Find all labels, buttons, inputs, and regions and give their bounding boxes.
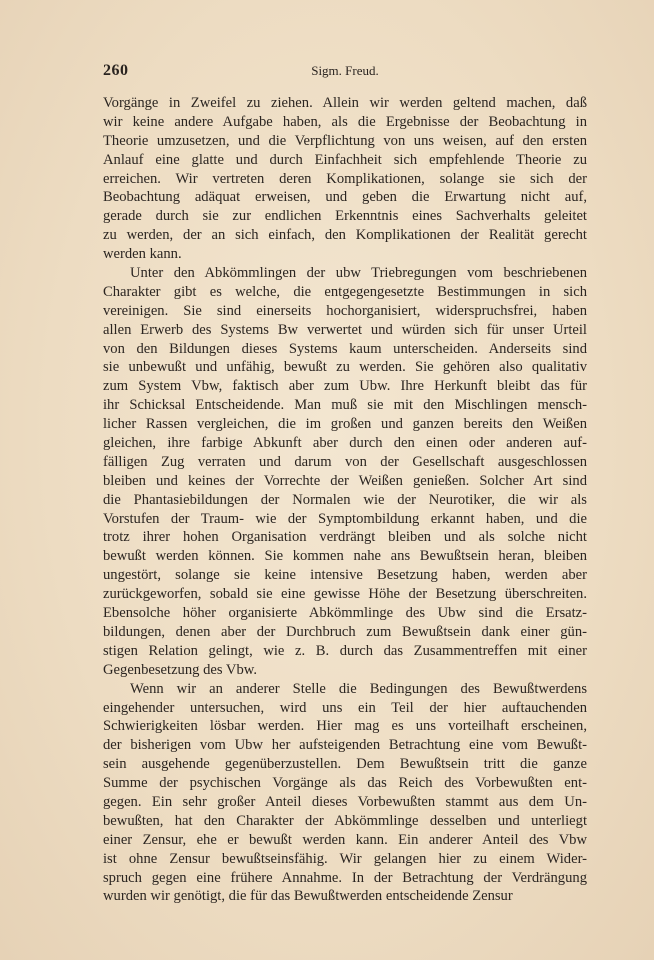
text-line: Theorie umzusetzen, und die Verpflichtung von uns weisen, auf den ersten [103,132,587,149]
text-line: Wenn wir an anderer Stelle die Bedingungen des Bewußtwerdens [130,680,587,697]
text-line: sein ausgehende gegenüberzustellen. Dem Bewußtsein tritt die ganze [103,756,587,773]
text-line: gerade durch sie zur endlichen Erkenntnis eines Sachverhalts geleitet [103,208,587,225]
text-line: bildungen, denen aber der Durchbruch zum Bewußtsein dank einer gün- [103,623,587,640]
text-line: ungestört, solange sie keine intensive Besetzung haben, werden aber [103,567,587,584]
text-line: zu werden, der an sich einfach, den Komplikationen der Realität gerecht [103,227,587,244]
page-number: 260 [103,62,129,79]
text-line: fälligen Zug verraten und darum von der Gesellschaft ausgeschlossen [103,453,587,470]
text-line: eingehender untersuchen, wird uns ein Teil der hier auftauchenden [103,699,587,716]
text-line: ist ohne Zensur bewußtseinsfähig. Wir gelangen hier zu einem Wider- [103,850,587,867]
text-line: Ebensolche höher organisierte Abkömmlinge des Ubw sind die Ersatz- [103,605,587,622]
text-line: Gegenbesetzung des Vbw. [103,661,258,678]
text-line: allen Erwerb des Systems Bw verwertet und würden sich für unser Urteil [103,321,587,338]
text-line: wir keine andere Aufgabe haben, als die Ergebnisse der Beobachtung in [103,113,587,130]
text-line: erreichen. Wir vertreten deren Komplikationen, solange sie sich der [103,170,587,187]
text-line: einer Zensur, ehe er bewußt werden kann. Ein anderer Anteil des Vbw [103,831,587,848]
text-line: bewußten, hat den Charakter der Abkömmlinge desselben und unterliegt [103,812,587,829]
text-line: Schwierigkeiten lösbar werden. Hier mag es uns vorteilhaft erscheinen, [103,718,587,735]
paragraph [103,680,587,907]
text-line: Beobachtung adäquat erweisen, und geben die Erwartung nicht auf, [103,189,587,206]
text-line: wurden wir genötigt, die für das Bewußtwerden entscheidende Zensur [103,888,513,905]
text-line: werden kann. [103,246,182,263]
text-line: licher Rassen vergleichen, die im großen und ganzen bereits den Weißen [103,416,587,433]
text-line: bleiben und keines der Vorrechte der Weißen genießen. Solcher Art sind [103,472,587,489]
text-line: Summe der psychischen Vorgänge als das Reich des Vorbewußten ent- [103,775,587,792]
text-line: sie unbewußt und unfähig, bewußt zu werden. Sie gehören also qualitativ [103,359,587,376]
body-text [103,94,587,906]
text-line: Anlauf eine glatte und durch Einfachheit sich empfehlende Theorie zu [103,151,587,168]
text-line: von den Bildungen dieses Systems kaum unterscheiden. Anderseits sind [103,340,587,357]
text-line: die Phantasiebildungen der Normalen wie der Neurotiker, die wir als [103,491,587,508]
text-line: vereinigen. Sie sind einerseits hochorganisiert, widerspruchsfrei, haben [103,302,587,319]
text-line: Vorgänge in Zweifel zu ziehen. Allein wir werden geltend machen, daß [103,95,587,111]
text-line: Vorstufen der Traum- wie der Symptombildung erkannt haben, und die [103,510,587,527]
text-line: gleichen, ihre farbige Abkunft aber durch den einen oder anderen auf- [103,435,587,452]
text-line: spruch gegen eine frühere Annahme. In der Betrachtung der Verdrängung [103,869,587,886]
text-line: stigen Relation gelingt, wie z. B. durch das Zusammentreffen mit einer [103,642,587,659]
text-line: ihr Schicksal Entscheidende. Man muß sie mit den Mischlingen mensch- [103,397,587,414]
page-header [103,62,587,84]
text-line: bewußt werden können. Sie kommen nahe ans Bewußtsein heran, bleiben [103,548,587,565]
text-line: zum System Vbw, faktisch aber zum Ubw. Ihre Herkunft bleibt das für [103,378,587,395]
text-line: gegen. Ein sehr großer Anteil dieses Vorbewußten stammt aus dem Un- [103,793,587,810]
paragraph [103,264,587,680]
text-line: Unter den Abkömmlingen der ubw Triebregungen vom beschriebenen [130,265,587,282]
running-head: Sigm. Freud. [311,63,379,78]
text-line: Charakter gibt es welche, die entgegengesetzte Bestimmungen in sich [103,283,587,300]
text-line: der bisherigen vom Ubw her aufsteigenden Betrachtung eine vom Bewußt- [103,737,587,754]
text-line: zurückgeworfen, sobald sie eine gewisse Höhe der Besetzung überschreiten. [103,586,587,603]
paragraph [103,94,587,264]
text-line: trotz ihrer hohen Organisation verdrängt bleiben und als solche nicht [103,529,587,546]
